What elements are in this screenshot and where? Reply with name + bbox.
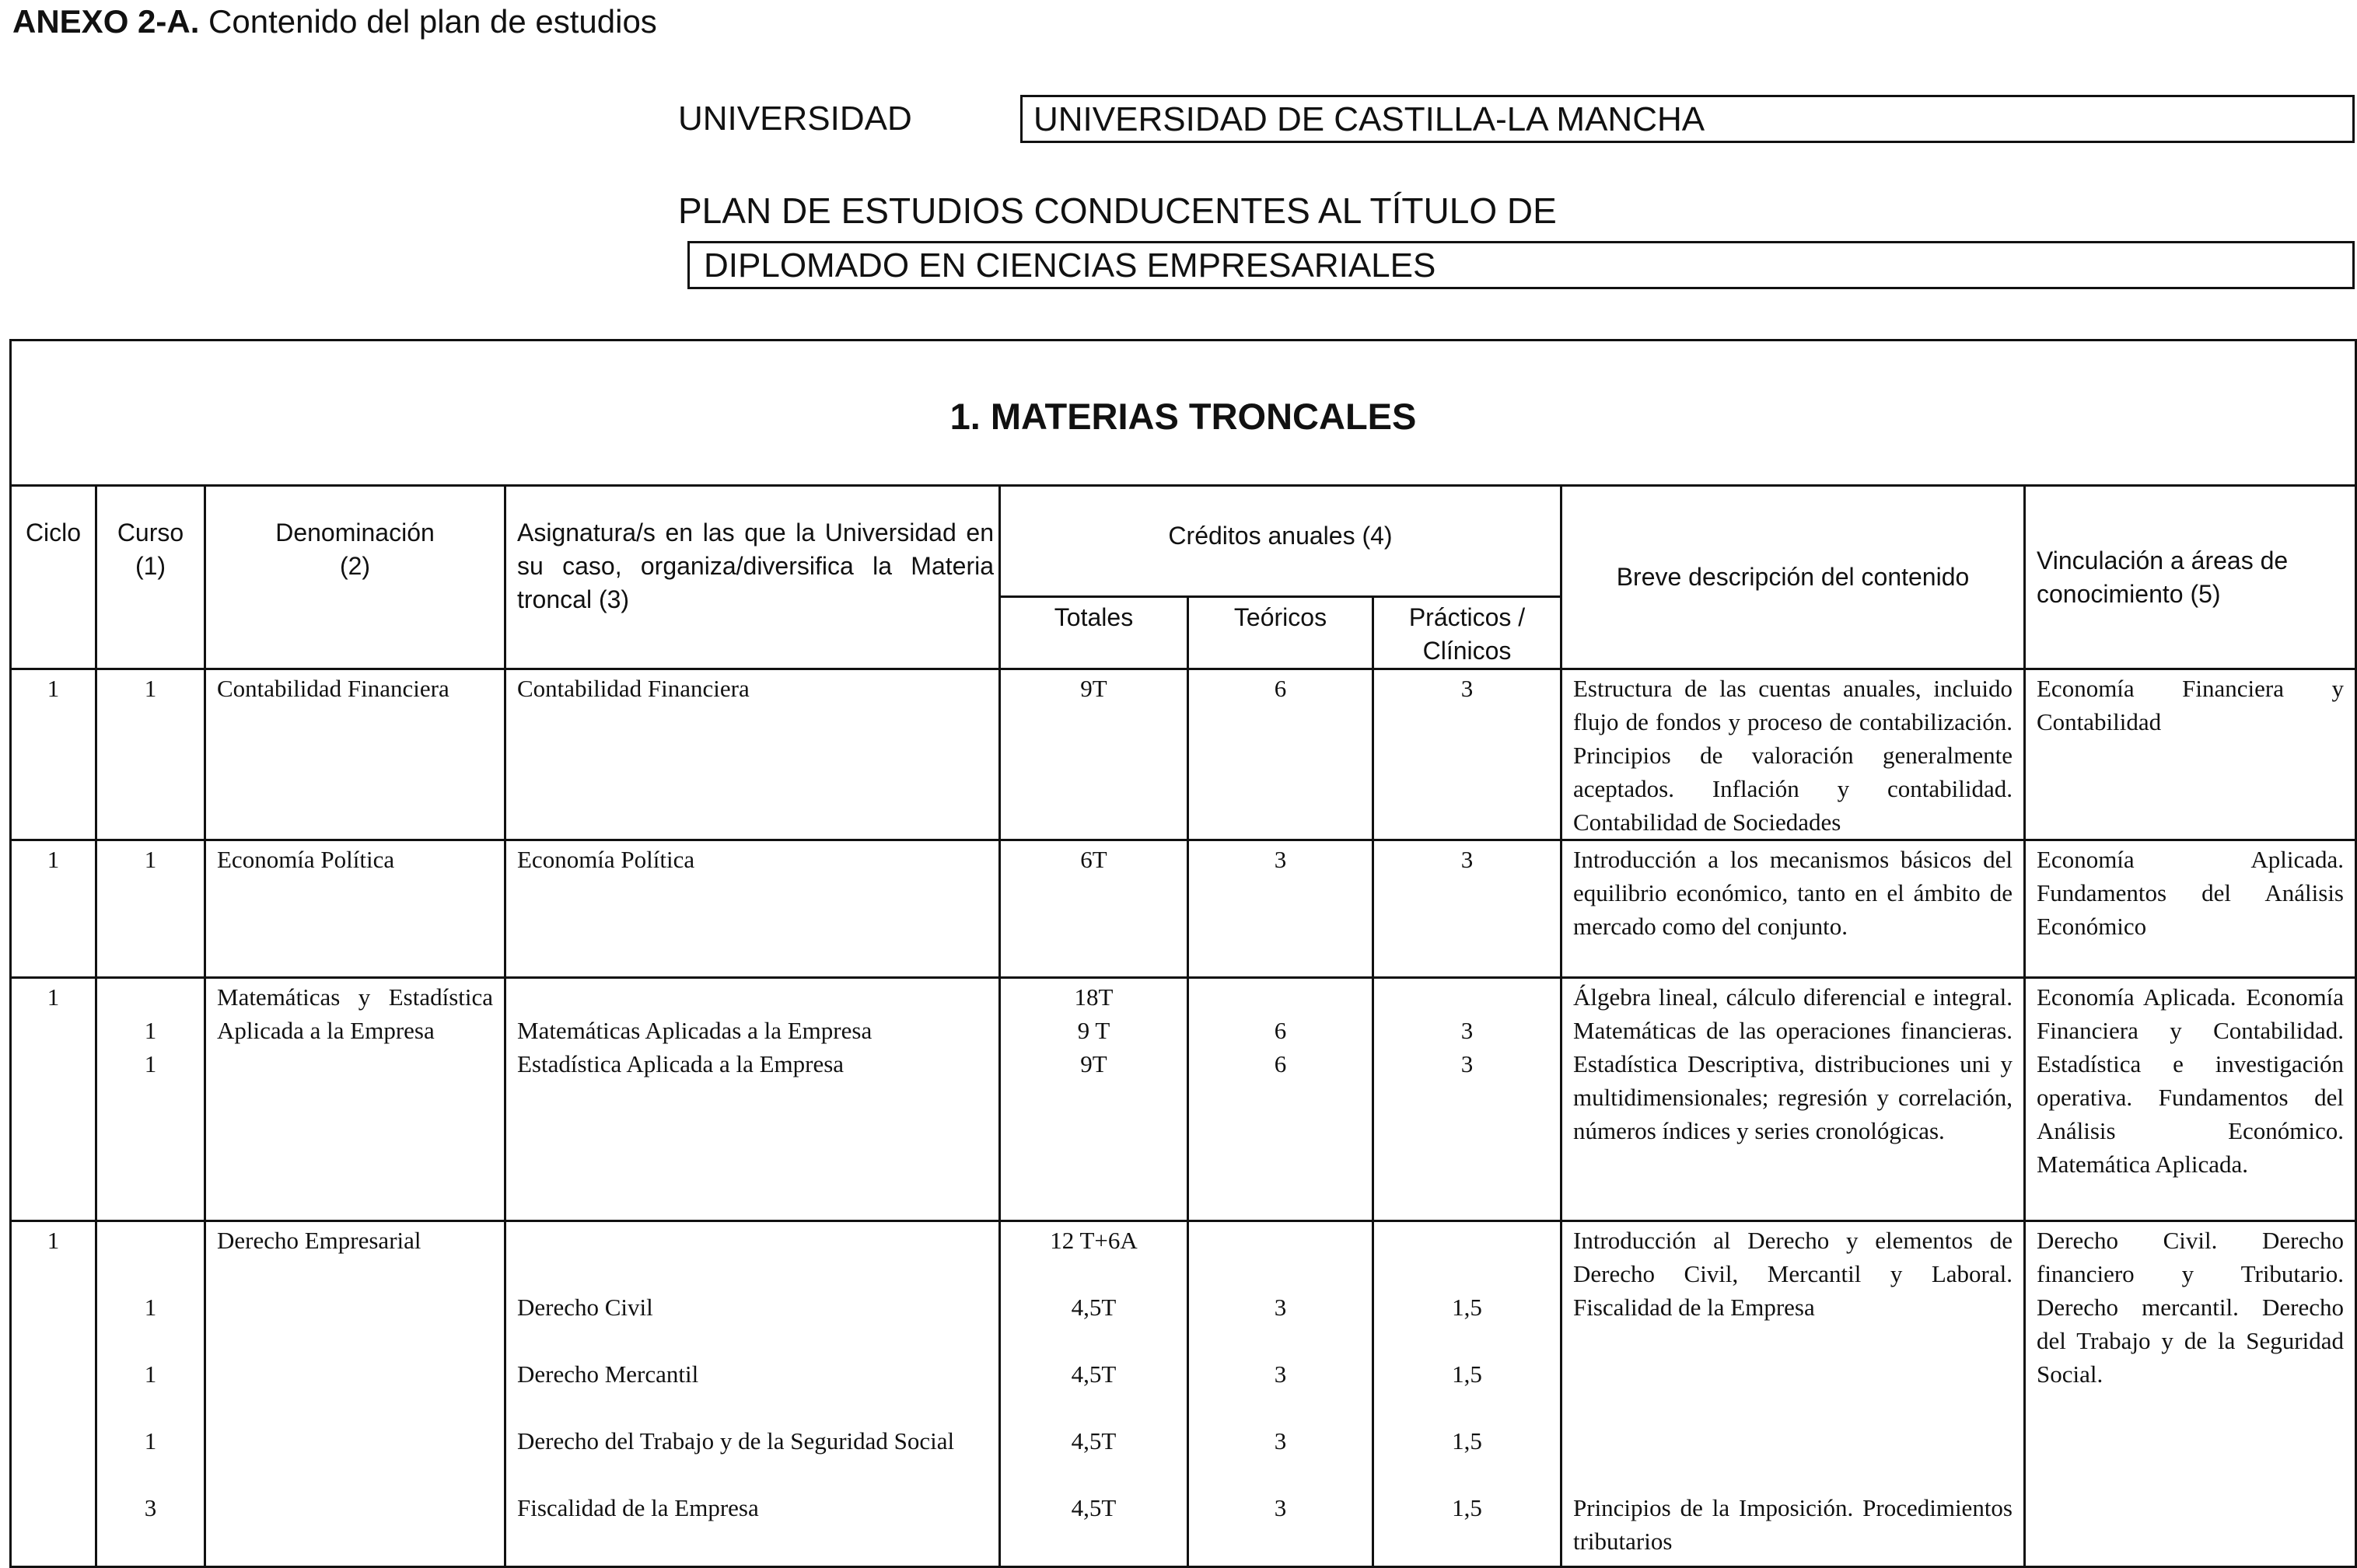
cell-totales xyxy=(1000,978,1188,1221)
cell-denominacion: Contabilidad Financiera xyxy=(205,669,505,840)
descripcion-fiscalidad: Principios de la Imposición. Procedimientos tributarios xyxy=(1573,1494,2013,1555)
cell-totales: 6T xyxy=(1000,840,1188,978)
cell-ciclo: 1 xyxy=(11,669,96,840)
line-curso: 1 xyxy=(144,1360,157,1388)
cell-vinculacion: Derecho Civil. Derecho financiero y Tributario. Derecho mercantil. Derecho del Trabajo y de la Seguridad Social. xyxy=(2025,1221,2356,1567)
cell-denominacion: Matemáticas y Estadística Aplicada a la Empresa xyxy=(205,978,505,1221)
line-practicos xyxy=(1374,980,1560,1014)
cell-teoricos xyxy=(1188,1221,1373,1567)
university-field: UNIVERSIDAD DE CASTILLA-LA MANCHA xyxy=(1020,95,2355,143)
cell-curso xyxy=(96,978,205,1221)
line-practicos: 1,5 xyxy=(1452,1494,1482,1521)
line-teoricos xyxy=(1189,1224,1372,1257)
line-totales: 9 T xyxy=(1077,1017,1110,1044)
plan-title-field: DIPLOMADO EN CIENCIAS EMPRESARIALES xyxy=(687,241,2355,289)
header-creditos: Créditos anuales (4) xyxy=(1000,486,1561,597)
header-denominacion: Denominación (2) xyxy=(205,486,505,669)
descripcion-main: Introducción al Derecho y elementos de Derecho Civil, Mercantil y Laboral. Fiscalidad de la Empresa xyxy=(1573,1227,2013,1321)
header-curso: Curso (1) xyxy=(96,486,205,669)
cell-descripcion: Estructura de las cuentas anuales, incluido flujo de fondos y proceso de contabilización. Principios de valoración generalmente aceptados. Inflación y contabilidad. Contabilidad de Sociedades xyxy=(1561,669,2025,840)
line-asignatura: Fiscalidad de la Empresa xyxy=(517,1494,759,1521)
header-ciclo: Ciclo xyxy=(11,486,96,669)
cell-asignatura: Contabilidad Financiera xyxy=(505,669,1000,840)
line-totales: 9T xyxy=(1080,1050,1107,1077)
line-practicos: 3 xyxy=(1460,1017,1474,1044)
line-asignatura: Estadística Aplicada a la Empresa xyxy=(517,1050,845,1077)
cell-curso: 1 xyxy=(96,840,205,978)
cell-teoricos: 3 xyxy=(1188,840,1373,978)
line-practicos xyxy=(1374,1224,1560,1257)
cell-totales xyxy=(1000,1221,1188,1567)
cell-curso xyxy=(96,1221,205,1567)
line-teoricos: 3 xyxy=(1274,1494,1287,1521)
cell-totales: 9T xyxy=(1000,669,1188,840)
cell-descripcion: Introducción a los mecanismos básicos del equilibrio económico, tanto en el ámbito de mercado como del conjunto. xyxy=(1561,840,2025,978)
line-practicos: 1,5 xyxy=(1452,1360,1482,1388)
line-curso xyxy=(97,980,204,1014)
line-totales: 18T xyxy=(1074,983,1114,1011)
document-heading xyxy=(12,3,657,40)
table-row xyxy=(11,669,2356,840)
table-title: 1. MATERIAS TRONCALES xyxy=(11,340,2356,486)
cell-vinculacion: Economía Aplicada. Economía Financiera y Contabilidad. Estadística e investigación operativa. Fundamentos del Análisis Económico. Matemática Aplicada. xyxy=(2025,978,2356,1221)
cell-denominacion: Derecho Empresarial xyxy=(205,1221,505,1567)
annex-title: Contenido del plan de estudios xyxy=(199,3,657,40)
cell-vinculacion: Economía Aplicada. Fundamentos del Análisis Económico xyxy=(2025,840,2356,978)
line-practicos: 1,5 xyxy=(1452,1427,1482,1455)
line-totales: 4,5T xyxy=(1071,1360,1117,1388)
line-curso: 1 xyxy=(144,1017,157,1044)
line-totales: 12 T+6A xyxy=(1050,1227,1138,1254)
line-practicos: 1,5 xyxy=(1452,1294,1482,1321)
line-asignatura: Matemáticas Aplicadas a la Empresa xyxy=(517,1017,873,1044)
line-curso xyxy=(97,1224,204,1257)
cell-ciclo: 1 xyxy=(11,1221,96,1567)
table-row xyxy=(11,840,2356,978)
table-title-row xyxy=(11,340,2356,486)
line-asignatura: Derecho Mercantil xyxy=(517,1360,699,1388)
cell-curso: 1 xyxy=(96,669,205,840)
header-totales: Totales xyxy=(1000,597,1188,669)
line-teoricos: 3 xyxy=(1274,1294,1287,1321)
line-asignatura xyxy=(517,1224,991,1257)
line-teoricos: 3 xyxy=(1274,1427,1287,1455)
line-asignatura: Derecho Civil xyxy=(517,1294,653,1321)
line-teoricos: 6 xyxy=(1274,1050,1287,1077)
cell-descripcion: Álgebra lineal, cálculo diferencial e integral. Matemáticas de las operaciones financieras. Estadística Descriptiva, distribuciones uni y multidimensionales; regresión y correlación, números índices y series cronológicas. xyxy=(1561,978,2025,1221)
annex-label: ANEXO 2-A. xyxy=(12,3,200,40)
cell-teoricos: 6 xyxy=(1188,669,1373,840)
university-label: UNIVERSIDAD xyxy=(678,100,912,138)
cell-teoricos xyxy=(1188,978,1373,1221)
table-row xyxy=(11,978,2356,1221)
cell-practicos xyxy=(1373,978,1561,1221)
cell-vinculacion: Economía Financiera y Contabilidad xyxy=(2025,669,2356,840)
line-teoricos: 6 xyxy=(1274,1017,1287,1044)
line-totales: 4,5T xyxy=(1071,1494,1117,1521)
cell-ciclo: 1 xyxy=(11,978,96,1221)
line-asignatura: Derecho del Trabajo y de la Seguridad Social xyxy=(517,1427,955,1455)
header-row-1 xyxy=(11,486,2356,597)
line-curso: 1 xyxy=(144,1050,157,1077)
cell-ciclo: 1 xyxy=(11,840,96,978)
line-teoricos xyxy=(1189,980,1372,1014)
line-curso: 1 xyxy=(144,1294,157,1321)
line-curso: 1 xyxy=(144,1427,157,1455)
table-row xyxy=(11,1221,2356,1567)
line-curso: 3 xyxy=(144,1494,157,1521)
line-totales: 4,5T xyxy=(1071,1294,1117,1321)
cell-asignatura xyxy=(505,978,1000,1221)
cell-asignatura: Economía Política xyxy=(505,840,1000,978)
header-descripcion: Breve descripción del contenido xyxy=(1561,486,2025,669)
line-asignatura xyxy=(517,980,991,1014)
header-teoricos: Teóricos xyxy=(1188,597,1373,669)
cell-practicos: 3 xyxy=(1373,840,1561,978)
cell-asignatura xyxy=(505,1221,1000,1567)
header-asignatura: Asignatura/s en las que la Universidad en su caso, organiza/diversifica la Materia troncal (3) xyxy=(505,486,1000,669)
cell-denominacion: Economía Política xyxy=(205,840,505,978)
header-vinculacion: Vinculación a áreas de conocimiento (5) xyxy=(2025,486,2356,669)
cell-descripcion xyxy=(1561,1221,2025,1567)
line-totales: 4,5T xyxy=(1071,1427,1117,1455)
materias-troncales-table xyxy=(9,339,2357,1568)
line-teoricos: 3 xyxy=(1274,1360,1287,1388)
header-practicos: Prácticos / Clínicos xyxy=(1373,597,1561,669)
cell-practicos: 3 xyxy=(1373,669,1561,840)
cell-practicos xyxy=(1373,1221,1561,1567)
plan-label: PLAN DE ESTUDIOS CONDUCENTES AL TÍTULO DE xyxy=(678,190,1557,231)
line-practicos: 3 xyxy=(1460,1050,1474,1077)
